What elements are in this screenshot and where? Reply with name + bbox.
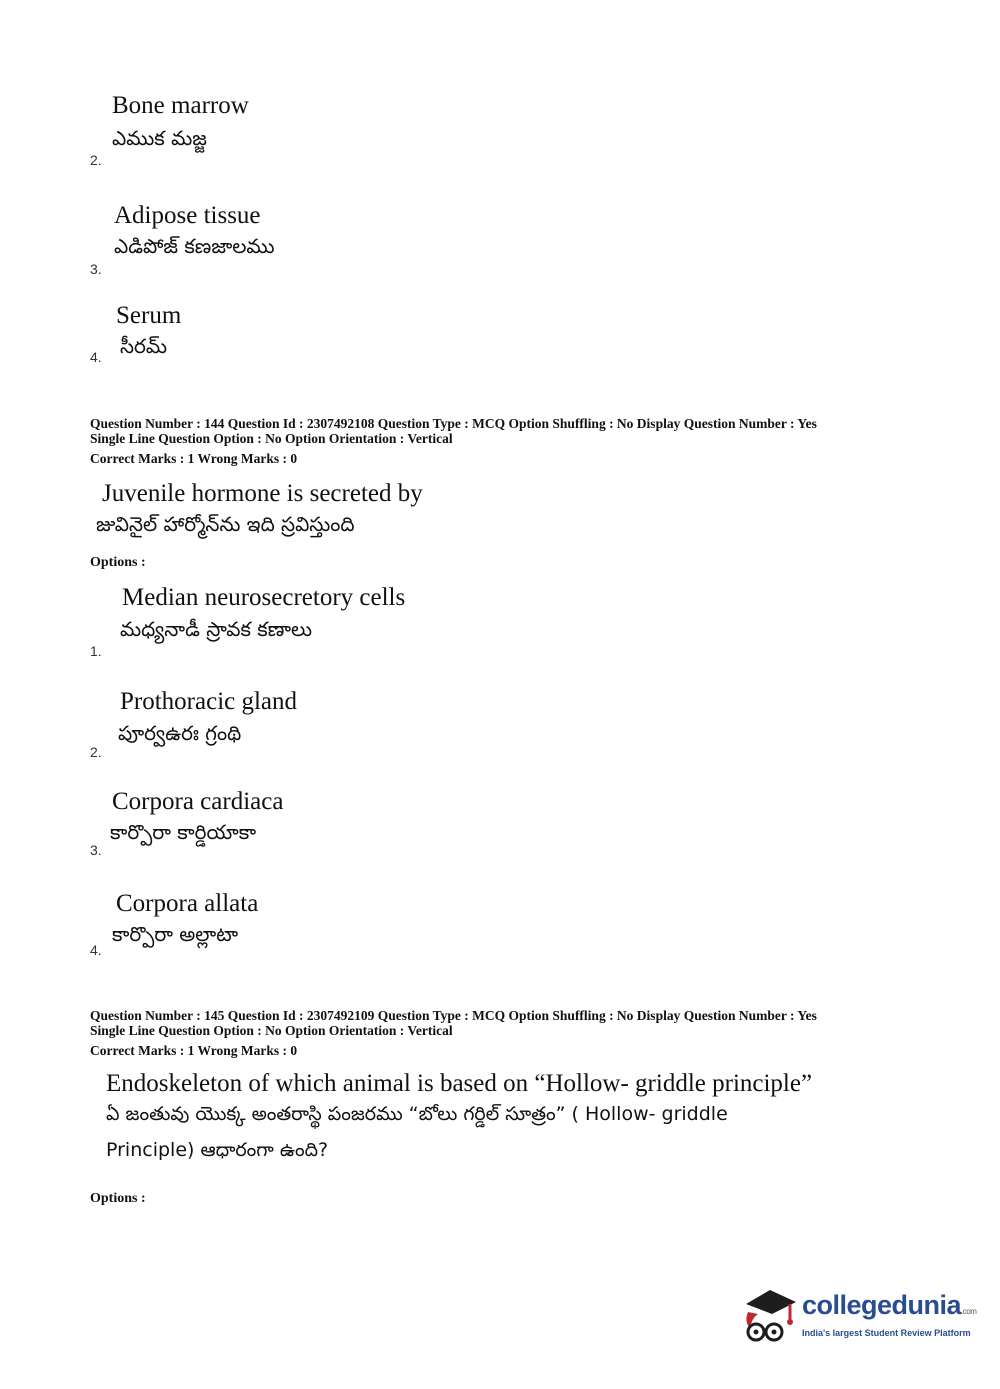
options-label: Options :: [90, 1191, 146, 1206]
brand-suffix: .com: [961, 1307, 977, 1316]
question-text-english: Juvenile hormone is secreted by: [102, 480, 423, 507]
question-meta: Question Number : 145 Question Id : 2307492109 Question Type : MCQ Option Shuffling : No Display Question Number : Yes: [90, 1008, 817, 1023]
option-english: Adipose tissue: [114, 202, 261, 229]
option-telugu: సీరమ్: [120, 334, 168, 358]
option-number: 2.: [90, 744, 102, 760]
option-number: 3.: [90, 261, 102, 277]
options-label: Options :: [90, 555, 146, 570]
question-text-telugu: Principle) ఆధారంగా ఉంది?: [106, 1139, 329, 1161]
option-telugu: ఎడిపోజ్ కణజాలము: [114, 234, 275, 258]
option-number: 2.: [90, 152, 102, 168]
option-number: 3.: [90, 842, 102, 858]
question-meta: Question Number : 144 Question Id : 2307492108 Question Type : MCQ Option Shuffling : No Display Question Number : Yes: [90, 416, 817, 431]
question-marks: Correct Marks : 1 Wrong Marks : 0: [90, 451, 298, 466]
question-text-telugu: ఏ జంతువు యొక్క అంతరాస్థి పంజరము “బోలు గర్డిల్ సూత్రం” ( Hollow- griddle: [106, 1103, 728, 1125]
option-english: Corpora allata: [116, 890, 259, 917]
brand-name-text: collegedunia: [802, 1290, 962, 1320]
question-text-english: Endoskeleton of which animal is based on “Hollow- griddle principle”: [106, 1070, 813, 1097]
option-number: 4.: [90, 942, 102, 958]
option-telugu: కార్పొరా కార్డియాకా: [110, 820, 257, 844]
option-english: Corpora cardiaca: [112, 788, 284, 815]
option-telugu: ఎముక మజ్జ: [112, 126, 207, 150]
option-telugu: మధ్యనాడీ స్రావక కణాలు: [120, 617, 313, 641]
brand-tagline: India's largest Student Review Platform: [802, 1328, 971, 1338]
option-number: 1.: [90, 643, 102, 659]
question-meta: Single Line Question Option : No Option Orientation : Vertical: [90, 1023, 453, 1038]
option-english: Serum: [116, 302, 182, 329]
student-mascot-icon: [740, 1282, 800, 1352]
option-english: Prothoracic gland: [120, 688, 298, 715]
option-number: 4.: [90, 349, 102, 365]
collegedunia-logo: [740, 1280, 980, 1360]
option-english: Bone marrow: [112, 92, 249, 119]
brand-name: [802, 1290, 976, 1321]
option-telugu: పూర్వఉరః గ్రంథి: [118, 721, 242, 745]
option-english: Median neurosecretory cells: [122, 584, 406, 611]
question-meta: Single Line Question Option : No Option Orientation : Vertical: [90, 431, 453, 446]
question-marks: Correct Marks : 1 Wrong Marks : 0: [90, 1043, 298, 1058]
question-text-telugu: జువినైల్ హార్మోన్‌ను ఇది స్రవిస్తుంది: [96, 512, 355, 536]
option-telugu: కార్పొరా అల్లాటా: [112, 922, 239, 946]
